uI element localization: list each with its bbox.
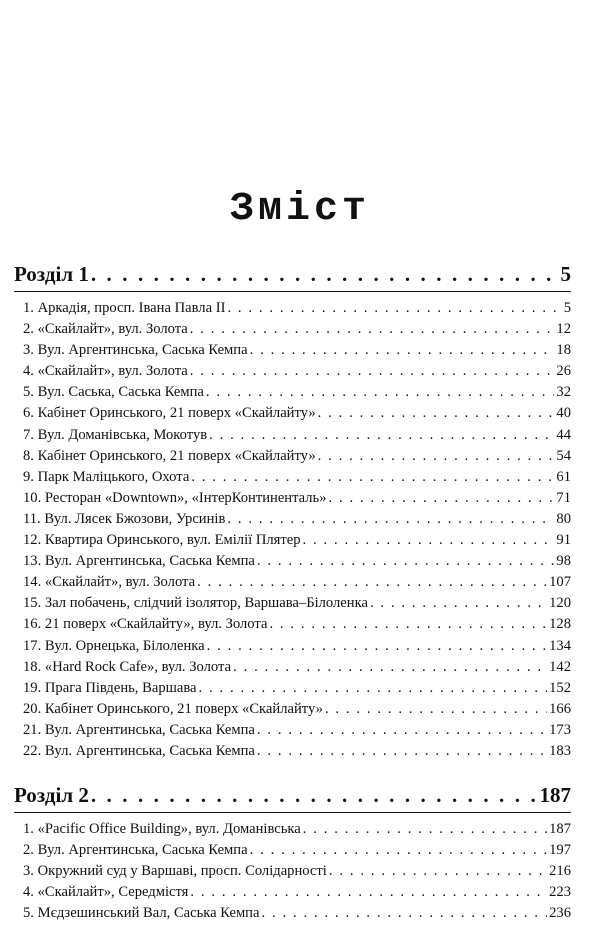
toc-entry[interactable]: [14, 488, 571, 509]
dot-leader: [257, 551, 555, 572]
entry-page-number: 5: [563, 300, 571, 316]
entry-page-number: 91: [556, 532, 571, 549]
dot-leader: [191, 467, 554, 488]
entry-title: 10. Ресторан «Downtown», «ІнтерКонтиненталь»: [23, 489, 327, 506]
entry-page-number: 223: [549, 884, 571, 901]
entry-page-number: 152: [549, 679, 571, 696]
entry-page-number: 12: [556, 321, 571, 338]
dot-leader: [233, 657, 547, 678]
entry-title: 8. Кабінет Оринського, 21 поверх «Скайлайту»: [23, 447, 316, 464]
entry-title: 9. Парк Маліцького, Охота: [23, 468, 190, 485]
dot-leader: [199, 678, 548, 699]
entry-title: 3. Вул. Аргентинська, Саська Кемпа: [23, 342, 248, 359]
entry-title: 2. «Скайлайт», вул. Золота: [23, 321, 188, 338]
entry-title: 11. Вул. Лясек Бжозови, Урсинів: [23, 510, 226, 527]
entry-title: 4. «Скайлайт», вул. Золота: [23, 363, 188, 380]
entry-title: 3. Окружний суд у Варшаві, просп. Солідарності: [23, 863, 327, 880]
section-gap: [14, 762, 571, 780]
toc-entry[interactable]: [14, 678, 571, 699]
entry-title: 13. Вул. Аргентинська, Саська Кемпа: [23, 553, 255, 570]
entry-page-number: 26: [556, 363, 571, 380]
dot-leader: [197, 572, 547, 593]
entry-title: 19. Прага Південь, Варшава: [23, 679, 197, 696]
dot-leader: [325, 699, 547, 720]
entry-page-number: 134: [549, 637, 571, 654]
entry-page-number: 32: [556, 384, 571, 401]
entry-title: 7. Вул. Доманівська, Мокотув: [23, 426, 208, 443]
entry-title: 1. Аркадія, просп. Івана Павла ІІ: [23, 300, 226, 316]
dot-leader: [257, 741, 547, 762]
toc-entry[interactable]: [14, 446, 571, 467]
entry-title: 5. Вул. Саська, Саська Кемпа: [23, 384, 204, 401]
toc-entry[interactable]: [14, 614, 571, 635]
entry-title: 4. «Скайлайт», Середмістя: [23, 884, 189, 901]
entry-title: 21. Вул. Аргентинська, Саська Кемпа: [23, 721, 255, 738]
entry-page-number: 166: [549, 700, 571, 717]
toc-section-heading[interactable]: [14, 259, 571, 289]
dot-leader: [261, 903, 547, 924]
entry-page-number: 183: [549, 742, 571, 759]
page-title: Зміст: [229, 187, 371, 232]
toc-entry[interactable]: [14, 636, 571, 657]
dot-leader: [190, 882, 547, 903]
toc-entry[interactable]: [14, 425, 571, 446]
toc-entry[interactable]: [14, 882, 571, 903]
section-title: Розділ 2: [14, 783, 89, 808]
toc-entry[interactable]: [14, 819, 571, 840]
dot-leader: [91, 780, 538, 810]
entry-title: 17. Вул. Орнецька, Білоленка: [23, 637, 205, 654]
toc-entry[interactable]: [14, 551, 571, 572]
dot-leader: [329, 861, 547, 882]
dot-leader: [370, 593, 547, 614]
entry-title: 1. «Pacific Office Building», вул. Доманівська: [23, 821, 301, 838]
section-title: Розділ 1: [14, 262, 89, 286]
toc-entry[interactable]: [14, 382, 571, 403]
dot-leader: [318, 403, 555, 424]
toc-entry[interactable]: [14, 903, 571, 924]
dot-leader: [303, 530, 555, 551]
entry-page-number: 216: [549, 863, 571, 880]
toc-entry[interactable]: [14, 319, 571, 340]
toc-entry[interactable]: [14, 840, 571, 861]
dot-leader: [250, 340, 555, 361]
entry-page-number: 236: [549, 905, 571, 922]
entry-page-number: 98: [556, 553, 571, 570]
toc-entry[interactable]: [14, 403, 571, 424]
toc-entry[interactable]: [14, 593, 571, 614]
entry-page-number: 142: [549, 658, 571, 675]
toc-entry[interactable]: [14, 361, 571, 382]
entry-title: 22. Вул. Аргентинська, Саська Кемпа: [23, 742, 255, 759]
entry-page-number: 128: [549, 616, 571, 633]
entry-page-number: 197: [549, 842, 571, 859]
entry-title: 2. Вул. Аргентинська, Саська Кемпа: [23, 842, 248, 859]
toc-entry[interactable]: [14, 741, 571, 762]
entry-page-number: 173: [549, 721, 571, 738]
toc-entry[interactable]: [14, 509, 571, 530]
dot-leader: [209, 425, 554, 446]
entry-title: 5. Мєдзешинський Вал, Саська Кемпа: [23, 905, 260, 922]
dot-leader: [207, 636, 547, 657]
toc-entry[interactable]: [14, 572, 571, 593]
entry-page-number: 120: [549, 595, 571, 612]
entry-page-number: 107: [549, 574, 571, 591]
dot-leader: [250, 840, 548, 861]
entry-title: 6. Кабінет Оринського, 21 поверх «Скайлайту»: [23, 405, 316, 422]
table-of-contents: [14, 259, 571, 925]
entry-page-number: 18: [556, 342, 571, 359]
entry-page-number: 80: [556, 510, 571, 527]
section-page-number: 5: [560, 262, 571, 286]
toc-entry[interactable]: [14, 340, 571, 361]
dot-leader: [257, 720, 547, 741]
dot-leader: [303, 819, 547, 840]
section-rule: [14, 291, 571, 292]
dot-leader: [227, 298, 561, 319]
dot-leader: [329, 488, 555, 509]
entry-title: 14. «Скайлайт», вул. Золота: [23, 574, 196, 591]
entry-title: 20. Кабінет Оринського, 21 поверх «Скайлайту»: [23, 700, 323, 717]
toc-entry[interactable]: [14, 861, 571, 882]
entry-title: 15. Зал побачень, слідчий ізолятор, Варшава–Білоленка: [23, 595, 368, 612]
dot-leader: [190, 319, 555, 340]
toc-entry[interactable]: [14, 720, 571, 741]
entry-page-number: 61: [556, 468, 571, 485]
dot-leader: [227, 509, 554, 530]
dot-leader: [91, 259, 559, 289]
toc-section-heading[interactable]: [14, 780, 571, 810]
toc-entry[interactable]: [14, 699, 571, 720]
dot-leader: [269, 614, 547, 635]
dot-leader: [318, 446, 555, 467]
entry-page-number: 54: [556, 447, 571, 464]
toc-entry[interactable]: [14, 298, 571, 319]
entry-title: 12. Квартира Оринського, вул. Емілії Плятер: [23, 532, 301, 549]
section-rule: [14, 812, 571, 813]
entry-title: 16. 21 поверх «Скайлайту», вул. Золота: [23, 616, 268, 633]
toc-entry[interactable]: [14, 467, 571, 488]
section-page-number: 187: [539, 783, 571, 808]
entry-page-number: 40: [556, 405, 571, 422]
dot-leader: [190, 361, 555, 382]
entry-page-number: 71: [556, 489, 571, 506]
dot-leader: [206, 382, 555, 403]
entry-title: 18. «Hard Rock Cafe», вул. Золота: [23, 658, 232, 675]
toc-entry[interactable]: [14, 657, 571, 678]
entry-page-number: 44: [556, 426, 571, 443]
toc-entry[interactable]: [14, 530, 571, 551]
entry-page-number: 187: [549, 821, 571, 838]
